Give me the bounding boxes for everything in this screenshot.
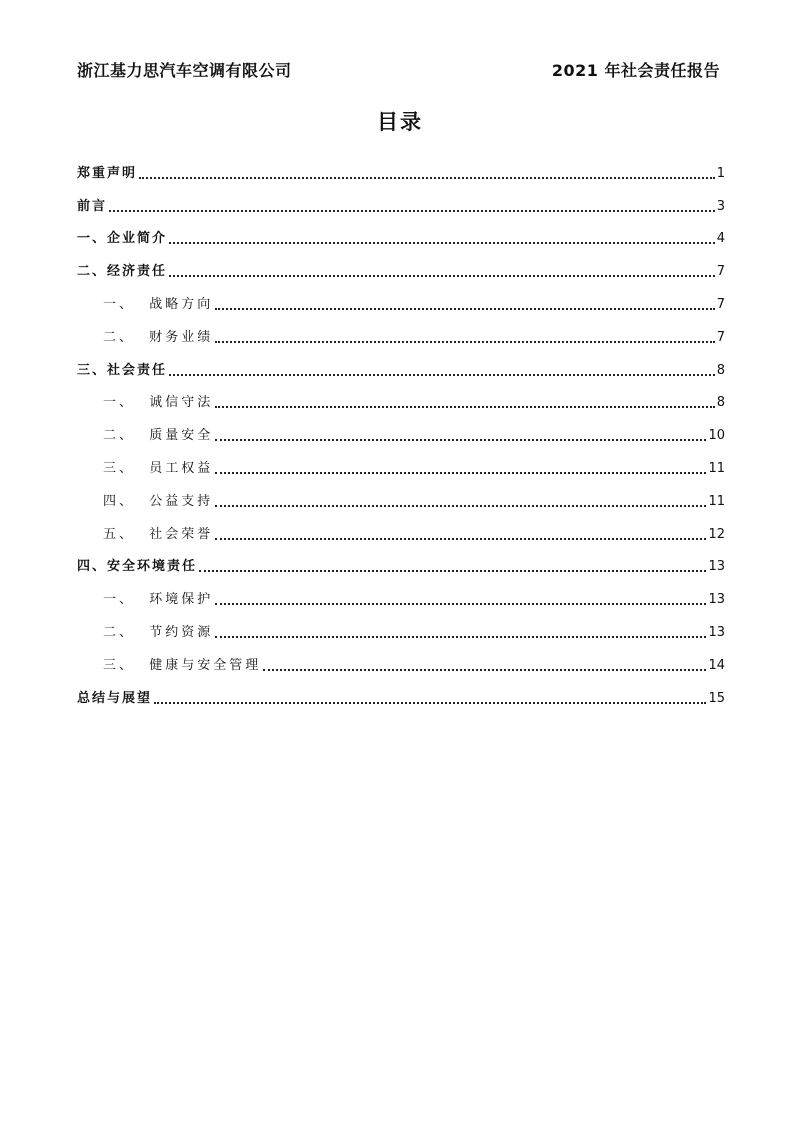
toc-entry-page: 10 [708,428,725,444]
toc-dot-leader [169,242,715,244]
toc-entry[interactable] [77,281,725,314]
toc-entry-page: 11 [708,460,725,476]
toc-entry[interactable] [77,216,725,249]
toc-entry[interactable] [77,642,725,675]
toc-entry-page: 15 [708,690,725,706]
toc-dot-leader [215,603,706,605]
toc-entry[interactable] [77,576,725,609]
toc-entry-page: 13 [708,559,725,575]
toc-entry-label: 五、 社会荣誉 [103,526,214,542]
toc-entry-label: 一、 环境保护 [103,592,214,608]
toc-entry-page: 8 [716,395,725,411]
toc-entry-page: 4 [716,231,725,247]
toc-entry-label: 一、 战略方向 [103,296,214,312]
toc-entry-label: 三、 员工权益 [103,460,214,476]
toc-dot-leader [169,275,715,277]
toc-entry-page: 7 [716,329,725,345]
toc-entry[interactable] [77,445,725,478]
toc-entry-page: 14 [708,657,725,673]
toc-entry[interactable] [77,478,725,511]
toc-entry[interactable] [77,675,725,708]
toc-entry-page: 13 [708,624,725,640]
toc-entry-label: 三、社会责任 [77,362,168,378]
toc-dot-leader [263,669,706,671]
toc-dot-leader [215,341,714,343]
toc-entry[interactable] [77,544,725,577]
toc-entry-page: 11 [708,493,725,509]
toc-entry-label: 二、 节约资源 [103,624,214,640]
toc-dot-leader [215,308,714,310]
page-title: 目录 [377,110,423,134]
toc-entry[interactable] [77,150,725,183]
toc-entry[interactable] [77,609,725,642]
table-of-contents [77,150,725,708]
toc-dot-leader [215,505,706,507]
toc-entry-label: 前言 [77,198,108,214]
toc-entry-label: 总结与展望 [77,690,153,706]
toc-entry[interactable] [77,511,725,544]
toc-entry[interactable] [77,314,725,347]
toc-dot-leader [169,374,715,376]
toc-entry-page: 7 [716,296,725,312]
toc-entry[interactable] [77,183,725,216]
toc-entry-label: 四、安全环境责任 [77,559,198,575]
toc-dot-leader [109,210,715,212]
toc-entry-page: 13 [708,592,725,608]
toc-dot-leader [215,439,706,441]
toc-entry-label: 一、 诚信守法 [103,395,214,411]
toc-entry-page: 7 [716,264,725,280]
toc-entry-label: 郑重声明 [77,165,138,181]
toc-dot-leader [199,570,706,572]
header-company: 浙江基力思汽车空调有限公司 [77,61,292,80]
toc-entry[interactable] [77,412,725,445]
toc-entry-page: 8 [716,362,725,378]
toc-dot-leader [154,702,706,704]
toc-entry-label: 三、 健康与安全管理 [103,657,262,673]
toc-entry[interactable] [77,347,725,380]
toc-dot-leader [215,636,706,638]
toc-entry-label: 二、 质量安全 [103,428,214,444]
toc-entry-label: 二、经济责任 [77,264,168,280]
toc-entry[interactable] [77,380,725,413]
toc-entry-label: 一、企业简介 [77,231,168,247]
toc-dot-leader [215,538,706,540]
toc-entry-label: 四、 公益支持 [103,493,214,509]
toc-entry[interactable] [77,248,725,281]
toc-entry-page: 3 [716,198,725,214]
toc-dot-leader [215,406,714,408]
header-report-title: 2021 年社会责任报告 [551,61,720,80]
toc-entry-page: 12 [708,526,725,542]
toc-dot-leader [139,177,715,179]
toc-entry-page: 1 [716,165,725,181]
toc-dot-leader [215,472,706,474]
toc-entry-label: 二、 财务业绩 [103,329,214,345]
